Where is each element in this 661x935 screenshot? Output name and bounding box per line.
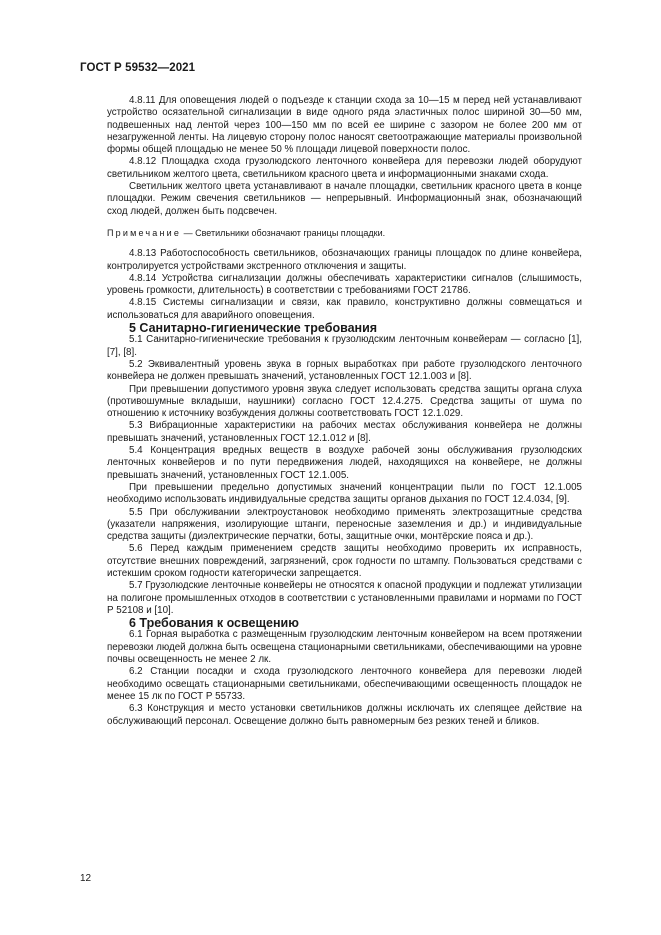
clause-5-4: 5.4 Концентрация вредных веществ в воздухе рабочей зоны обслуживания грузолюдских ленточных конвейеров и по пути передвижения людей, находящихся на конвейере, не должны превышать значений, установленных ГОСТ 12.1.005. — [107, 445, 582, 481]
clause-6-1: 6.1 Горная выработка с размещенным грузолюдским ленточным конвейером на всем протяжении перевозки людей должна быть освещена стационарными светильниками, обеспечивающими на уровне почвы освещенность не менее 2 лк. — [107, 629, 582, 666]
clause-5-4-continued: При превышении предельно допустимых значений концентрации пыли по ГОСТ 12.1.005 необходимо использовать индивидуальные средства защиты органов дыхания по ГОСТ 12.4.034, [9]. — [107, 481, 582, 506]
note-label: Примечание — [107, 227, 182, 238]
clause-6-2: 6.2 Станции посадки и схода грузолюдского ленточного конвейера для перевозки людей необходимо освещать стационарными светильниками, обеспечивающими освещенность площадок не менее 15 лк по ГОСТ Р 55733. — [107, 666, 582, 702]
document-code-header: ГОСТ Р 59532—2021 — [80, 62, 196, 74]
clause-4-8-11: 4.8.11 Для оповещения людей о подъезде к станции схода за 10—15 м перед ней устанавливают устройство осязательной сигнализации в виде одного ряда эластичных полос шириной 30—50 мм, подвешенных над лентой через 100—150 мм по всей ее ширине с зазором не более 200 мм от незагруженной ленты. На лицевую сторону полос наносят светоотражающие материалы произвольной формы общей площадью не менее 50 % площади лицевой поверхности полос. — [107, 95, 582, 156]
clause-4-8-15: 4.8.15 Системы сигнализации и связи, как правило, конструктивно должны совмещаться и использоваться для аварийного оповещения. — [107, 297, 582, 321]
section-6-heading: 6 Требования к освещению — [129, 616, 299, 631]
clause-4-8-14: 4.8.14 Устройства сигнализации должны обеспечивать характеристики сигналов (слышимость, уровень громкости, длительность) в соответствии с требованиями ГОСТ 21786. — [107, 272, 582, 297]
clause-5-7: 5.7 Грузолюдские ленточные конвейеры не относятся к опасной продукции и подлежат утилизации на полигоне промышленных отходов в соответствии с установленными правилами и нормами по ГОСТ Р 52108 и [10]. — [107, 580, 582, 616]
page-number: 12 — [80, 873, 92, 884]
clause-6-3: 6.3 Конструкция и место установки светильников должны исключать их слепящее действие на обслуживающий персонал. Освещение должно быть равномерным без резких теней и бликов. — [107, 703, 582, 727]
clause-4-8-12: 4.8.12 Площадка схода грузолюдского ленточного конвейера для перевозки людей оборудуют светильником желтого цвета, светильником красного цвета и информационными знаками схода. — [107, 156, 582, 180]
clause-5-1: 5.1 Санитарно-гигиенические требования к грузолюдским ленточным конвейерам — согласно [1], [7], [8]. — [107, 334, 582, 358]
section-5-heading: 5 Санитарно-гигиенические требования — [129, 321, 378, 336]
note — [107, 227, 582, 239]
note-text: — Светильники обозначают границы площадки. — [181, 227, 386, 238]
clause-4-8-12-continued: Светильник желтого цвета устанавливают в начале площадки, светильник красного цвета в конце площадки. Режим свечения светильников — непрерывный. Информационный знак, обозначающий сход людей, должен быть подсвечен. — [107, 181, 582, 217]
clause-4-8-13: 4.8.13 Работоспособность светильников, обозначающих границы площадок по длине конвейера, контролируется устройствами экстренного отключения и защиты. — [107, 248, 582, 272]
clause-5-5: 5.5 При обслуживании электроустановок необходимо применять электрозащитные средства (указатели напряжения, изолирующие штанги, переносные заземления и др.) и индивидуальные средства защиты (диэлектрические перчатки, боты, защитные очки, монтёрские пояса и др.). — [107, 506, 582, 543]
clause-5-6: 5.6 Перед каждым применением средств защиты необходимо проверить их исправность, отсутствие внешних повреждений, загрязнений, срок годности по штампу. Пользоваться средствами с истекшим сроком годности категорически запрещается. — [107, 543, 582, 579]
clause-5-3: 5.3 Вибрационные характеристики на рабочих местах обслуживания конвейера не должны превышать значений, установленных ГОСТ 12.1.012 и [8]. — [107, 420, 582, 444]
clause-5-2: 5.2 Эквивалентный уровень звука в горных выработках при работе грузолюдского ленточного конвейера не должен превышать значений, установленных ГОСТ 12.1.003 и [8]. — [107, 358, 582, 383]
clause-5-2-continued: При превышении допустимого уровня звука следует использовать средства защиты органа слуха (противошумные вкладыши, наушники) согласно ГОСТ 12.4.275. Средства защиты от шума по отношению к источнику возбуждения должны соответствовать ГОСТ 12.1.029. — [107, 383, 582, 420]
document-body — [107, 95, 582, 728]
